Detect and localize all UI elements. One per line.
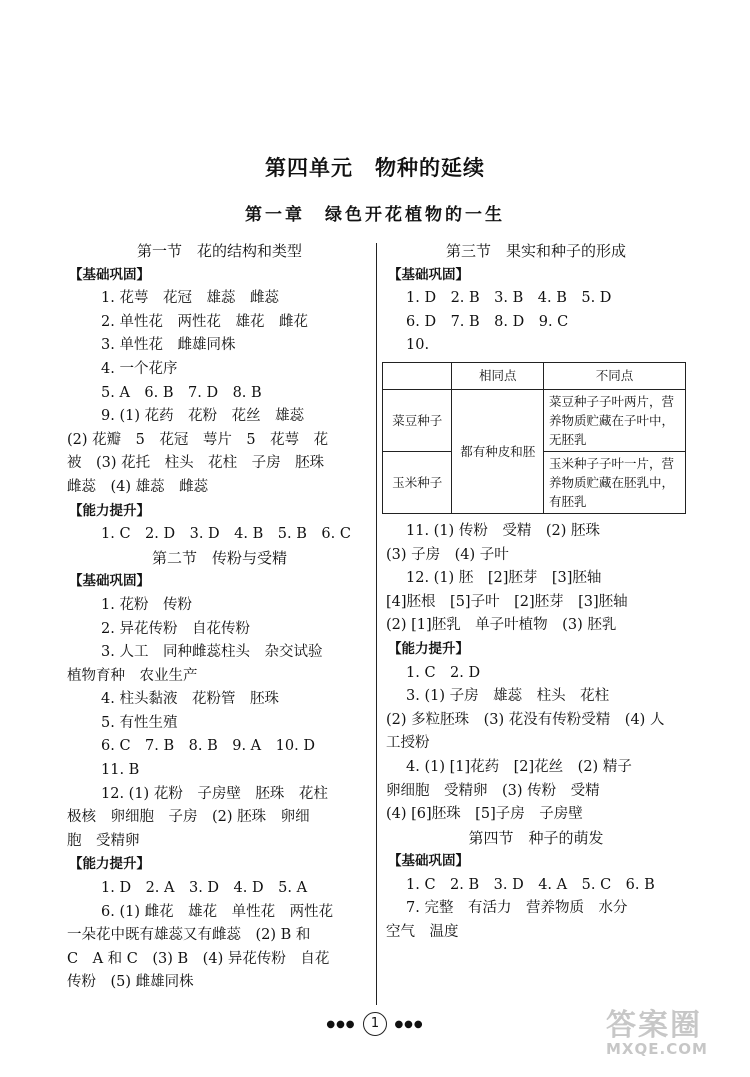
answer-line: 2. 异花传粉 自花传粉 [101, 620, 250, 637]
answer-line: 5. A 6. B 7. D 8. B [101, 384, 262, 401]
answer-line: 4. 柱头黏液 花粉管 胚珠 [101, 691, 279, 708]
answer-line: 11. (1) 传粉 受精 (2) 胚珠 [406, 522, 600, 539]
right-answer-lines-bottom [386, 520, 686, 945]
answer-line: 1. D 2. A 3. D 4. D 5. A [101, 880, 308, 897]
section-tag: 【基础巩固】 [388, 853, 469, 870]
answer-line: 4. 一个花序 [101, 360, 178, 377]
section-heading: 第四节 种子的萌发 [468, 828, 604, 847]
section-tag: 【基础巩固】 [69, 573, 150, 590]
watermark-url: MXQE.COM [606, 1040, 708, 1058]
section-tag: 【基础巩固】 [69, 266, 150, 283]
answer-line: 7. 完整 有活力 营养物质 水分 [406, 900, 628, 917]
table-header-row [383, 362, 686, 389]
seed-comparison-table [382, 362, 686, 514]
answer-line: (4) [6]胚珠 [5]子房 子房壁 [386, 806, 583, 823]
answer-line: 1. C 2. D [406, 664, 481, 681]
answer-line: 6. D 7. B 8. D 9. C [406, 313, 569, 330]
answer-line: 传粉 (5) 雌雄同株 [67, 974, 194, 991]
section-tag: 【能力提升】 [388, 640, 469, 657]
answer-line: C A 和 C (3) B (4) 异花传粉 自花 [67, 950, 330, 967]
page-number: 1 [363, 1012, 387, 1036]
table-header-cell [383, 362, 452, 389]
answer-line: 工授粉 [386, 735, 430, 752]
section-heading: 第二节 传粉与受精 [151, 548, 287, 567]
watermark-logo [606, 1000, 746, 1070]
answer-line: 12. (1) 花粉 子房壁 胚珠 花柱 [101, 785, 328, 802]
section-tag: 【能力提升】 [69, 856, 150, 873]
answer-line: 2. 单性花 两性花 雄花 雌花 [101, 313, 308, 330]
answer-line: 9. (1) 花药 花粉 花丝 雄蕊 [101, 408, 305, 425]
dots-decoration: ●●● [394, 1018, 424, 1030]
answer-line: (2) [1]胚乳 单子叶植物 (3) 胚乳 [386, 617, 617, 634]
difference-cell: 玉米种子子叶一片，营养物质贮藏在胚乳中，有胚乳 [544, 451, 686, 513]
seed-name-cell: 玉米种子 [383, 451, 452, 513]
answer-line: 5. 有性生殖 [101, 714, 178, 731]
table-header-cell: 不同点 [544, 362, 686, 389]
answer-line: [4]胚根 [5]子叶 [2]胚芽 [3]胚轴 [386, 593, 628, 610]
answer-line: 卵细胞 受精卵 (3) 传粉 受精 [386, 782, 600, 799]
answer-line: 雌蕊 (4) 雄蕊 雌蕊 [67, 478, 209, 495]
table-header-cell: 相同点 [452, 362, 544, 389]
watermark-text: 答案圈 [606, 1008, 702, 1043]
answer-line: 10. [406, 337, 430, 354]
left-answer-lines [67, 240, 372, 995]
section-tag: 【基础巩固】 [388, 266, 469, 283]
answer-line: 3. (1) 子房 雄蕊 柱头 花柱 [406, 688, 610, 705]
answer-line: 1. C 2. B 3. D 4. A 5. C 6. B [406, 876, 655, 893]
answer-line: 1. D 2. B 3. B 4. B 5. D [406, 290, 612, 307]
answer-line: (3) 子房 (4) 子叶 [386, 546, 509, 563]
answer-line: 11. B [101, 762, 140, 779]
section-heading: 第三节 果实和种子的形成 [445, 242, 626, 260]
same-point-cell: 都有种皮和胚 [452, 389, 544, 513]
answer-line: 1. C 2. D 3. D 4. B 5. B 6. C [101, 526, 351, 543]
answer-line: 6. C 7. B 8. B 9. A 10. D [101, 738, 315, 755]
right-column [386, 240, 686, 945]
unit-title: 第四单元 物种的延续 [265, 156, 485, 180]
table-row [383, 389, 686, 451]
section-heading: 第一节 花的结构和类型 [136, 242, 302, 260]
difference-cell: 菜豆种子子叶两片，营养物质贮藏在子叶中，无胚乳 [544, 389, 686, 451]
answer-line: 1. 花粉 传粉 [101, 596, 192, 613]
answer-line: 一朵花中既有雄蕊又有雌蕊 (2) B 和 [67, 927, 311, 944]
column-divider [376, 243, 377, 1005]
section-tag: 【能力提升】 [69, 502, 150, 519]
answer-line: (2) 花瓣 5 花冠 萼片 5 花萼 花 [67, 431, 329, 448]
answer-line: 被 (3) 花托 柱头 花柱 子房 胚珠 [67, 455, 325, 472]
answer-line: 植物育种 农业生产 [67, 667, 198, 684]
left-column [67, 240, 372, 995]
answer-line: 12. (1) 胚 [2]胚芽 [3]胚轴 [406, 570, 602, 587]
dots-decoration: ●●● [326, 1018, 356, 1030]
seed-name-cell: 菜豆种子 [383, 389, 452, 451]
answer-line: 空气 温度 [386, 924, 459, 941]
chapter-title: 第一章 绿色开花植物的一生 [245, 205, 505, 225]
answer-line: 1. 花萼 花冠 雄蕊 雌蕊 [101, 290, 279, 307]
answer-line: 胞 受精卵 [67, 832, 140, 849]
answer-line: 3. 单性花 雌雄同株 [101, 337, 236, 354]
answer-line: 6. (1) 雌花 雄花 单性花 两性花 [101, 903, 334, 920]
right-answer-lines-top [386, 240, 686, 358]
answer-line: 极核 卵细胞 子房 (2) 胚珠 卵细 [67, 809, 310, 826]
answer-line: 3. 人工 同种雌蕊柱头 杂交试验 [101, 644, 323, 661]
answer-line: (2) 多粒胚珠 (3) 花没有传粉受精 (4) 人 [386, 711, 665, 728]
answer-line: 4. (1) [1]花药 [2]花丝 (2) 精子 [406, 758, 632, 775]
